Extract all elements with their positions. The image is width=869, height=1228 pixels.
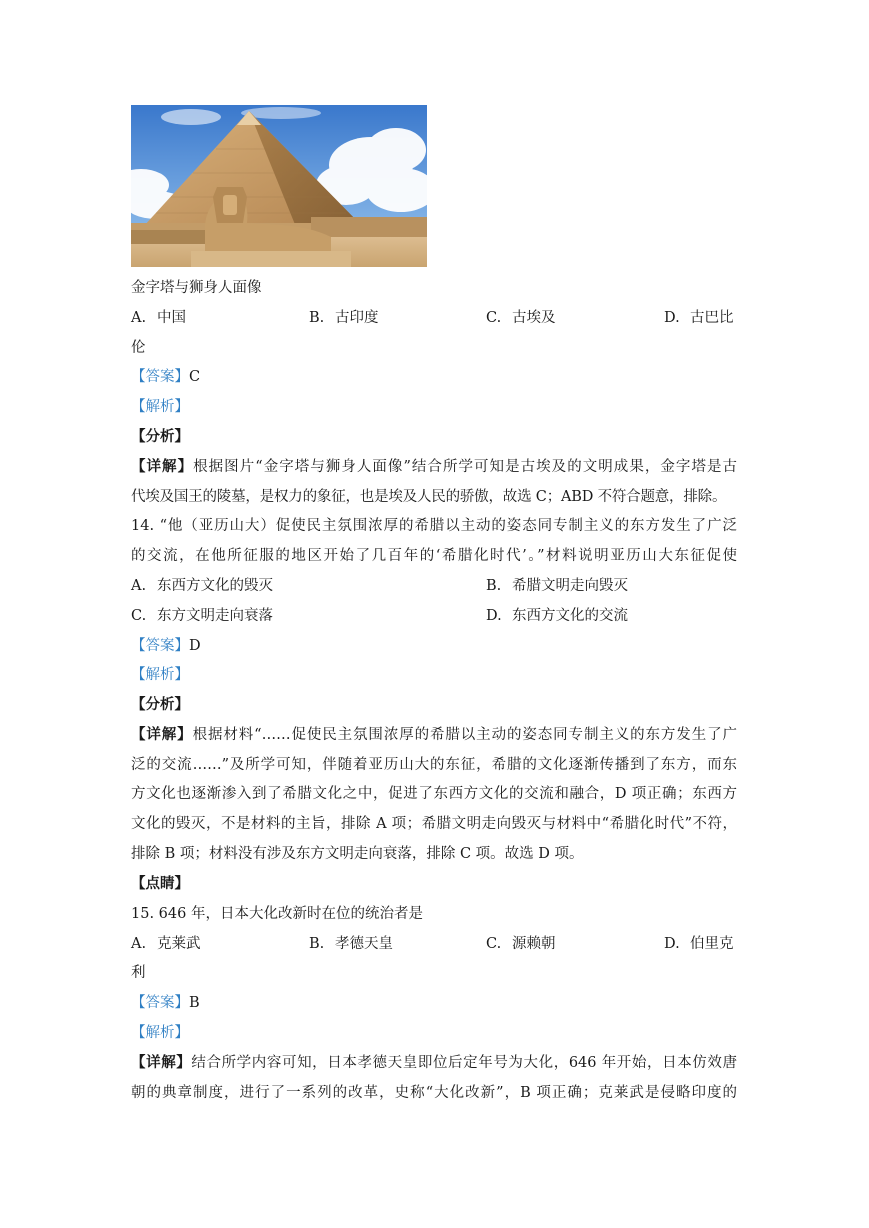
answer-value: D: [189, 638, 201, 654]
option-text: 中国: [157, 310, 186, 326]
answer-value: C: [189, 369, 201, 385]
option-text: 古埃及: [512, 310, 556, 326]
q15-answer: [131, 993, 200, 1013]
q13-analysis-heading: 【解析】: [131, 399, 189, 415]
option-text: 克莱武: [157, 936, 201, 952]
q13-option-b: [309, 308, 379, 328]
q14-detail-line-5: 排除 B 项；材料没有涉及东方文明走向衰落，排除 C 项。故选 D 项。: [131, 846, 584, 862]
q13-detail-line-2: 代埃及国王的陵墓，是权力的象征，也是埃及人民的骄傲，故选 C；ABD 不符合题意，排除。: [131, 489, 727, 505]
detail-label: 【详解】: [131, 458, 194, 475]
q13-option-wrap: 伦: [131, 340, 146, 356]
q14-option-a: [131, 576, 273, 596]
option-text: 源赖朝: [512, 936, 556, 952]
detail-text: 根据材料“……促使民主氛围浓厚的希腊以主动的姿态同专制主义的东方发生了广: [192, 727, 737, 743]
option-label: D.: [486, 608, 502, 624]
answer-label: 【答案】: [131, 995, 189, 1011]
option-text: 东西方文化的交流: [512, 608, 628, 624]
q13-detail-line-1: [131, 457, 737, 477]
q14-stem-line-1: 14. “他（亚历山大）促使民主氛围浓厚的希腊以主动的姿态同专制主义的东方发生了广泛: [131, 518, 737, 534]
option-text: 古巴比: [690, 310, 734, 326]
q13-option-a: [131, 308, 186, 328]
q13-answer: [131, 367, 200, 387]
answer-label: 【答案】: [131, 369, 189, 385]
q15-detail-line-2: 朝的典章制度，进行了一系列的改革，史称“大化改新”，B 项正确；克莱武是侵略印度的: [131, 1085, 737, 1101]
option-text: 东方文明走向衰落: [157, 608, 273, 624]
option-label: B.: [309, 310, 325, 326]
q13-option-c: [486, 308, 556, 328]
q15-option-c: [486, 934, 556, 954]
q14-answer: [131, 636, 201, 656]
q15-stem: 15. 646 年，日本大化改新时在位的统治者是: [131, 906, 423, 922]
q14-option-d: [486, 606, 628, 626]
option-label: A.: [131, 578, 147, 594]
option-label: D.: [664, 310, 680, 326]
option-label: A.: [131, 310, 147, 326]
q15-detail-line-1: [131, 1053, 737, 1073]
q15-option-wrap: 利: [131, 965, 146, 981]
option-label: B.: [309, 936, 325, 952]
q14-analysis-heading: 【解析】: [131, 667, 189, 683]
q15-option-d: [664, 934, 734, 954]
q14-detail-line-4: 文化的毁灭，不是材料的主旨，排除 A 项；希腊文明走向毁灭与材料中“希腊化时代”不符，: [131, 816, 737, 832]
detail-text: 根据图片“金字塔与狮身人面像”结合所学可知是古埃及的文明成果，金字塔是古: [193, 459, 737, 475]
option-label: C.: [486, 936, 502, 952]
option-label: D.: [664, 936, 680, 952]
detail-label: 【详解】: [131, 1054, 192, 1071]
q14-detail-line-2: 泛的交流……”及所学可知，伴随着亚历山大的东征，希腊的文化逐渐传播到了东方，而东: [131, 757, 737, 773]
answer-value: B: [189, 995, 200, 1011]
option-text: 东西方文化的毁灭: [157, 578, 273, 594]
option-label: C.: [131, 608, 147, 624]
q14-fenxi-heading: 【分析】: [131, 696, 189, 713]
pyramid-sphinx-image: [131, 105, 427, 267]
q15-option-a: [131, 934, 201, 954]
figure-caption: 金字塔与狮身人面像: [131, 280, 262, 296]
q13-option-d: [664, 308, 734, 328]
option-text: 古印度: [335, 310, 379, 326]
detail-label: 【详解】: [131, 726, 193, 743]
option-text: 伯里克: [690, 936, 734, 952]
option-text: 孝德天皇: [335, 936, 393, 952]
answer-label: 【答案】: [131, 638, 189, 654]
q14-detail-line-3: 方文化也逐渐渗入到了希腊文化之中，促进了东西方文化的交流和融合，D 项正确；东西方: [131, 786, 737, 802]
q13-fenxi-heading: 【分析】: [131, 428, 189, 445]
option-text: 希腊文明走向毁灭: [512, 578, 628, 594]
q14-stem-line-2: 的交流，在他所征服的地区开始了几百年的‘希腊化时代’。”材料说明亚历山大东征促使: [131, 548, 737, 564]
option-label: C.: [486, 310, 502, 326]
q15-option-b: [309, 934, 393, 954]
pyramid-sphinx-illustration: [131, 105, 427, 267]
q14-detail-line-1: [131, 725, 737, 745]
q14-option-b: [486, 576, 628, 596]
q14-dianjing-heading: 【点睛】: [131, 875, 189, 892]
q15-analysis-heading: 【解析】: [131, 1025, 189, 1041]
option-label: A.: [131, 936, 147, 952]
option-label: B.: [486, 578, 502, 594]
q14-option-c: [131, 606, 273, 626]
detail-text: 结合所学内容可知，日本孝德天皇即位后定年号为大化，646 年开始，日本仿效唐: [191, 1055, 737, 1071]
